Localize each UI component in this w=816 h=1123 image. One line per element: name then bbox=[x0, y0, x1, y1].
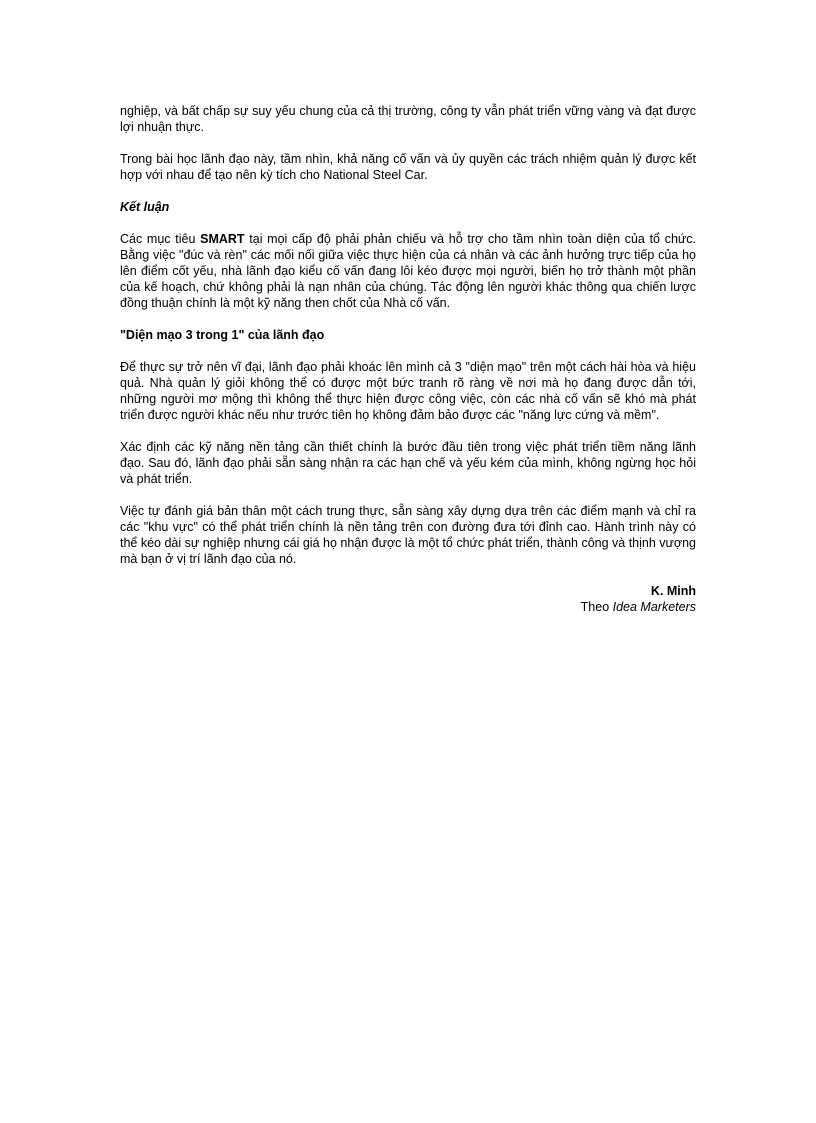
signature-block bbox=[120, 583, 696, 615]
source-name: Idea Marketers bbox=[612, 600, 696, 614]
smart-keyword: SMART bbox=[200, 232, 245, 246]
paragraph-smart-goals bbox=[120, 231, 696, 311]
section-heading-conclusion: Kết luận bbox=[120, 200, 170, 214]
section-heading-three-faces: "Diện mạo 3 trong 1" của lãnh đạo bbox=[120, 328, 325, 342]
source-prefix: Theo bbox=[580, 600, 613, 614]
document-page bbox=[120, 103, 696, 615]
author-name: K. Minh bbox=[650, 584, 696, 598]
paragraph-core-skills: Xác định các kỹ năng nền tảng cần thiết chính là bước đầu tiên trong việc phát triển tiềm năng lãnh đạo. Sau đó, lãnh đạo phải sẵn sàng nhận ra các hạn chế và yếu kém của mình, không ngừng học hỏi và phát triển. bbox=[120, 440, 696, 486]
paragraph-leadership-lesson: Trong bài học lãnh đạo này, tầm nhìn, khả năng cố vấn và ủy quyền các trách nhiệm quản lý được kết hợp với nhau để tạo nên kỳ tích cho National Steel Car. bbox=[120, 152, 696, 182]
paragraph-self-assessment: Việc tự đánh giá bản thân một cách trung thực, sẵn sàng xây dựng dựa trên các điểm mạnh và chỉ ra các "khu vực" có thể phát triển chính là nền tảng trên con đường đưa tới đỉnh cao. Hành trình này có thể kéo dài sự nghiệp nhưng cái giá họ nhận được là một tổ chức phát triển, thành công và thịnh vượng mà bạn ở vị trí lãnh đạo của nó. bbox=[120, 504, 696, 566]
paragraph-three-faces: Để thực sự trở nên vĩ đại, lãnh đạo phải khoác lên mình cả 3 "diện mạo" trên một cách hài hòa và hiệu quả. Nhà quản lý giỏi không thể có được một bức tranh rõ ràng về nơi mà họ đang được dẫn tới, những người mơ mộng thì không thể thực hiện được công việc, còn các nhà cố vấn sẽ khó mà phát triển được người khác nếu như trước tiên họ không đảm bảo được các "năng lực cứng và mềm". bbox=[120, 360, 696, 422]
paragraph-continuation: nghiệp, và bất chấp sự suy yếu chung của cả thị trường, công ty vẫn phát triển vững vàng và đạt được lợi nhuận thực. bbox=[120, 104, 696, 134]
smart-text-pre: Các mục tiêu bbox=[120, 232, 201, 246]
source-credit bbox=[120, 599, 696, 615]
smart-text-post: tại mọi cấp độ phải phản chiếu và hỗ trợ cho tầm nhìn toàn diện của tổ chức. Bằng việc "đúc và rèn" các mối nối giữa việc thực hiện của cá nhân và các ảnh hưởng trực tiếp của họ lên điểm cốt yếu, nhà lãnh đạo kiểu cố vấn đang lôi kéo được mọi người, biến họ trở thành một phần của kế hoạch, chứ không phải là nạn nhân của chúng. Tác động lên người khác thông qua chiến lược đồng thuận chính là một kỹ năng then chốt của Nhà cố vấn. bbox=[120, 232, 697, 310]
